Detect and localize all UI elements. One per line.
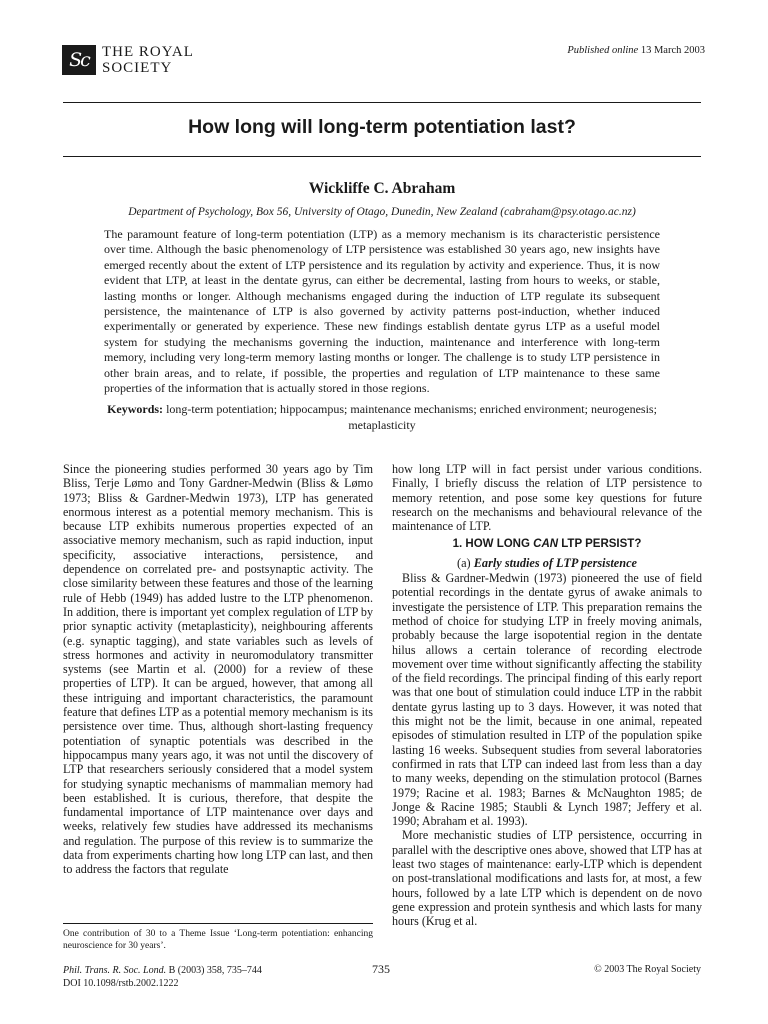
title-divider bbox=[63, 156, 701, 157]
intro-continuation: how long LTP will in fact persist under various conditions. Finally, I briefly discuss the relation of LTP persistence to memory retention, and pose some key questions for future research on the mechanisms and behavioural relevance of the maintenance of LTP. bbox=[392, 462, 702, 534]
society-name: THE ROYAL SOCIETY bbox=[102, 44, 194, 76]
header-divider bbox=[63, 102, 701, 103]
section-heading: 1. HOW LONG CAN LTP PERSIST? bbox=[452, 538, 642, 551]
article-title: How long will long-term potentiation last? bbox=[188, 116, 576, 138]
keywords bbox=[104, 402, 660, 433]
section-paragraph: Bliss & Gardner-Medwin (1973) pioneered the use of field potential recordings in the dentate gyrus of awake animals to investigate the persistence of LTP. This preparation remains the method of choice for studying LTP in freely moving animals, probably because the large isopotential region in the dentate hilus allows a certain tolerance of recording electrode movement over time without significantly affecting the stability of the field recordings. The principal finding of this early report was that one bout of stimulation could induce LTP in the rabbit dentate gyrus lasting up to 3 days. However, it was noted that this might not be the limit, because in one animal, repeated episodes of stimulation resulted in LTP of the population spike lasting 16 weeks. Subsequent studies from several laboratories confirmed in rats that LTP can indeed last from less than a day to many weeks, depending on the stimulation protocol (Barnes 1979; Racine et al. 1983; Barnes & McNaughton 1985; de Jonge & Racine 1985; Staubli & Lynch 1987; Jeffery et al. 1990; Abraham et al. 1993). bbox=[392, 571, 702, 829]
body-column-left bbox=[63, 462, 373, 877]
author-name: Wickliffe C. Abraham bbox=[308, 180, 456, 197]
copyright: © 2003 The Royal Society bbox=[594, 964, 701, 975]
intro-paragraph: Since the pioneering studies performed 30 years ago by Tim Bliss, Terje Lømo and Tony Gardner-Medwin (Bliss & Lømo 1973; Bliss & Gardner-Medwin 1973), LTP has generated enormous interest as a potential memory mechanism. This is because LTP exhibits numerous properties expected of an associative memory mechanism, such as rapid induction, input specificity, associative interactions, persistence, and dependence on correlated pre- and postsynaptic activity. The close similarity between these features and those of the learning rule of Hebb (1949) has added lustre to the LTP phenomenon. In addition, there is important yet complex regulation of LTP by prior synaptic activity (metaplasticity), neighbouring afferents (e.g. synaptic tagging), and state variables such as levels of stress hormones and activity in neuromodulatory transmitter systems (see Martin et al. (2000) for a review of these properties of LTP). It can be argued, however, that among all these intriguing and important characteristics, the paramount feature that defines LTP as a potential memory mechanism is its persistence over time. Thus, although short-lasting frequency potentiation of synaptic potentials was described in the hippocampus many years ago, it was not until the discovery of LTP that researchers seriously considered that a model system for studying synaptic mechanisms of mammalian memory had been established. It is curious, therefore, that despite the fundamental importance of LTP maintenance over days and weeks, relatively few studies have addressed its mechanisms and regulation. The purpose of this review is to summarize the data from experiments charting how long LTP can last, and then to address the factors that regulate bbox=[63, 462, 373, 877]
doi: DOI 10.1098/rstb.2002.1222 bbox=[63, 978, 179, 989]
author-affiliation: Department of Psychology, Box 56, University of Otago, Dunedin, New Zealand (cabraham@psy.otago.ac.nz) bbox=[128, 206, 636, 218]
subsection-heading: (a) Early studies of LTP persistence bbox=[457, 555, 637, 570]
society-monogram: Sc bbox=[62, 45, 96, 75]
footnote-divider bbox=[63, 923, 373, 924]
keywords-label: Keywords: bbox=[107, 402, 164, 416]
royal-society-logo bbox=[62, 44, 194, 76]
journal-citation: Phil. Trans. R. Soc. Lond. B (2003) 358, 735–744 DOI 10.1098/rstb.2002.1222 bbox=[63, 965, 262, 989]
abstract: The paramount feature of long-term potentiation (LTP) as a memory mechanism is its characteristic persistence over time. Although the basic phenomenology of LTP persistence was established 30 years ago, new insights have emerged recently about the extent of LTP persistence and its regulation by activity and experience. Thus, it is now evident that LTP, at least in the dentate gyrus, can either be decremental, lasting from hours to weeks, or stable, lasting months or longer. Although mechanisms engaged during the induction of LTP regulate its subsequent persistence, the maintenance of LTP is also governed by activity patterns post-induction, whether induced experimentally or generated by experience. These new findings establish dentate gyrus LTP as a useful model system for studying the mechanisms governing the induction, maintenance and interference with long-term memory, including very long-term memory lasting months or longer. The challenge is to study LTP persistence in other brain areas, and to relate, if possible, the properties and regulation of LTP maintenance to these same properties of the information that is actually stored in those regions. bbox=[104, 227, 660, 396]
section-paragraph: More mechanistic studies of LTP persistence, occurring in parallel with the descriptive ones above, showed that LTP has at least two stages of maintenance: early-LTP which is dependent on post-translational modifications and lasts for, at most, a few hours, followed by a late LTP which is dependent on de novo gene expression and protein synthesis and which lasts for many hours (Krug et al. bbox=[392, 828, 702, 929]
page-number: 735 bbox=[372, 962, 390, 976]
body-column-right bbox=[392, 462, 702, 929]
footnote: One contribution of 30 to a Theme Issue ‘Long-term potentiation: enhancing neuroscience for 30 years’. bbox=[63, 929, 373, 951]
keywords-list: long-term potentiation; hippocampus; maintenance mechanisms; enriched environment; neurogenesis; metaplasticity bbox=[166, 402, 657, 432]
publication-date: Published online 13 March 2003 bbox=[567, 45, 705, 56]
